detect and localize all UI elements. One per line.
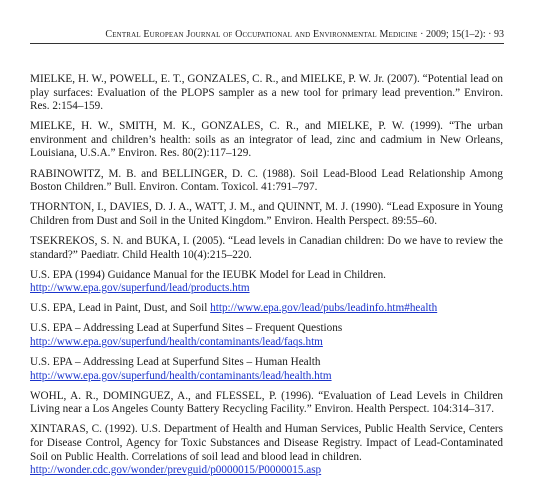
reference-link[interactable]: http://www.epa.gov/superfund/health/contaminants/lead/faqs.htm	[30, 336, 323, 348]
reference-text: MIELKE, H. W., SMITH, M. K., GONZALES, C. R., and MIELKE, P. W. (1999). “The urban environment and children’s health: soils as an integrator of lead, zinc and cadmium in New Orleans, Louisiana, U.S.A.” Environ. Res. 80(2):117–129.	[30, 120, 503, 160]
reference-text: RABINOWITZ, M. B. and BELLINGER, D. C. (1988). Soil Lead-Blood Lead Relationship Among Boston Children.” Bull. Environ. Contam. Toxicol. 41:791–797.	[30, 167, 503, 194]
reference-item	[30, 235, 503, 262]
reference-item	[30, 302, 503, 316]
reference-text: XINTARAS, C. (1992). U.S. Department of Health and Human Services, Public Health Service, Centers for Disease Control, Agency for Toxic Substances and Disease Registry. Impact of Lead-Contaminated Soil on Public Health. Correlations of soil lead and blood lead in children.	[30, 423, 503, 463]
reference-text: TSEKREKOS, S. N. and BUKA, I. (2005). “Lead levels in Canadian children: Do we have to review the standard?” Paediatr. Child Health 10(4):215–220.	[30, 234, 503, 261]
reference-text: MIELKE, H. W., POWELL, E. T., GONZALES, C. R., and MIELKE, P. W. Jr. (2007). “Potential lead on play surfaces: Evaluation of the PLOPS sampler as a new tool for primary lead prevention.” Environ. Res. 2:154–159.	[30, 73, 503, 113]
reference-text: U.S. EPA – Addressing Lead at Superfund Sites – Frequent Questions	[30, 322, 343, 335]
reference-item	[30, 168, 503, 195]
reference-item	[30, 120, 503, 161]
reference-item	[30, 423, 503, 477]
reference-item	[30, 322, 503, 349]
reference-item	[30, 73, 503, 114]
reference-link[interactable]: http://wonder.cdc.gov/wonder/prevguid/p0000015/P0000015.asp	[30, 464, 322, 477]
reference-link[interactable]: http://www.epa.gov/superfund/lead/products.htm	[30, 282, 250, 295]
reference-list	[30, 73, 503, 484]
reference-item	[30, 390, 503, 417]
reference-item	[30, 269, 503, 296]
reference-item	[30, 201, 503, 228]
reference-text: U.S. EPA (1994) Guidance Manual for the IEUBK Model for Lead in Children.	[30, 268, 386, 281]
reference-text: WOHL, A. R., DOMINGUEZ, A., and FLESSEL, P. (1996). “Evaluation of Lead Levels in Children Living near a Los Angeles County Battery Recycling Facility.” Environ. Health Perspect. 104:314–317.	[30, 389, 503, 416]
reference-text: U.S. EPA, Lead in Paint, Dust, and Soil	[30, 302, 208, 315]
reference-item	[30, 356, 503, 383]
issue-info: · 2009; 15(1–2): · 93	[420, 29, 504, 40]
reference-link[interactable]: http://www.epa.gov/lead/pubs/leadinfo.htm#health	[210, 302, 438, 315]
reference-text: THORNTON, I., DAVIES, D. J. A., WATT, J. M., and QUINNT, M. J. (1990). “Lead Exposure in Young Children from Dust and Soil in the United Kingdom.” Environ. Health Perspect. 89:55–60.	[30, 201, 503, 227]
journal-title: Central European Journal of Occupational and Environmental Medicine	[105, 29, 418, 40]
running-header	[30, 27, 504, 44]
reference-link[interactable]: http://www.epa.gov/superfund/health/contaminants/lead/health.htm	[30, 369, 332, 382]
reference-text: U.S. EPA – Addressing Lead at Superfund Sites – Human Health	[30, 356, 321, 369]
